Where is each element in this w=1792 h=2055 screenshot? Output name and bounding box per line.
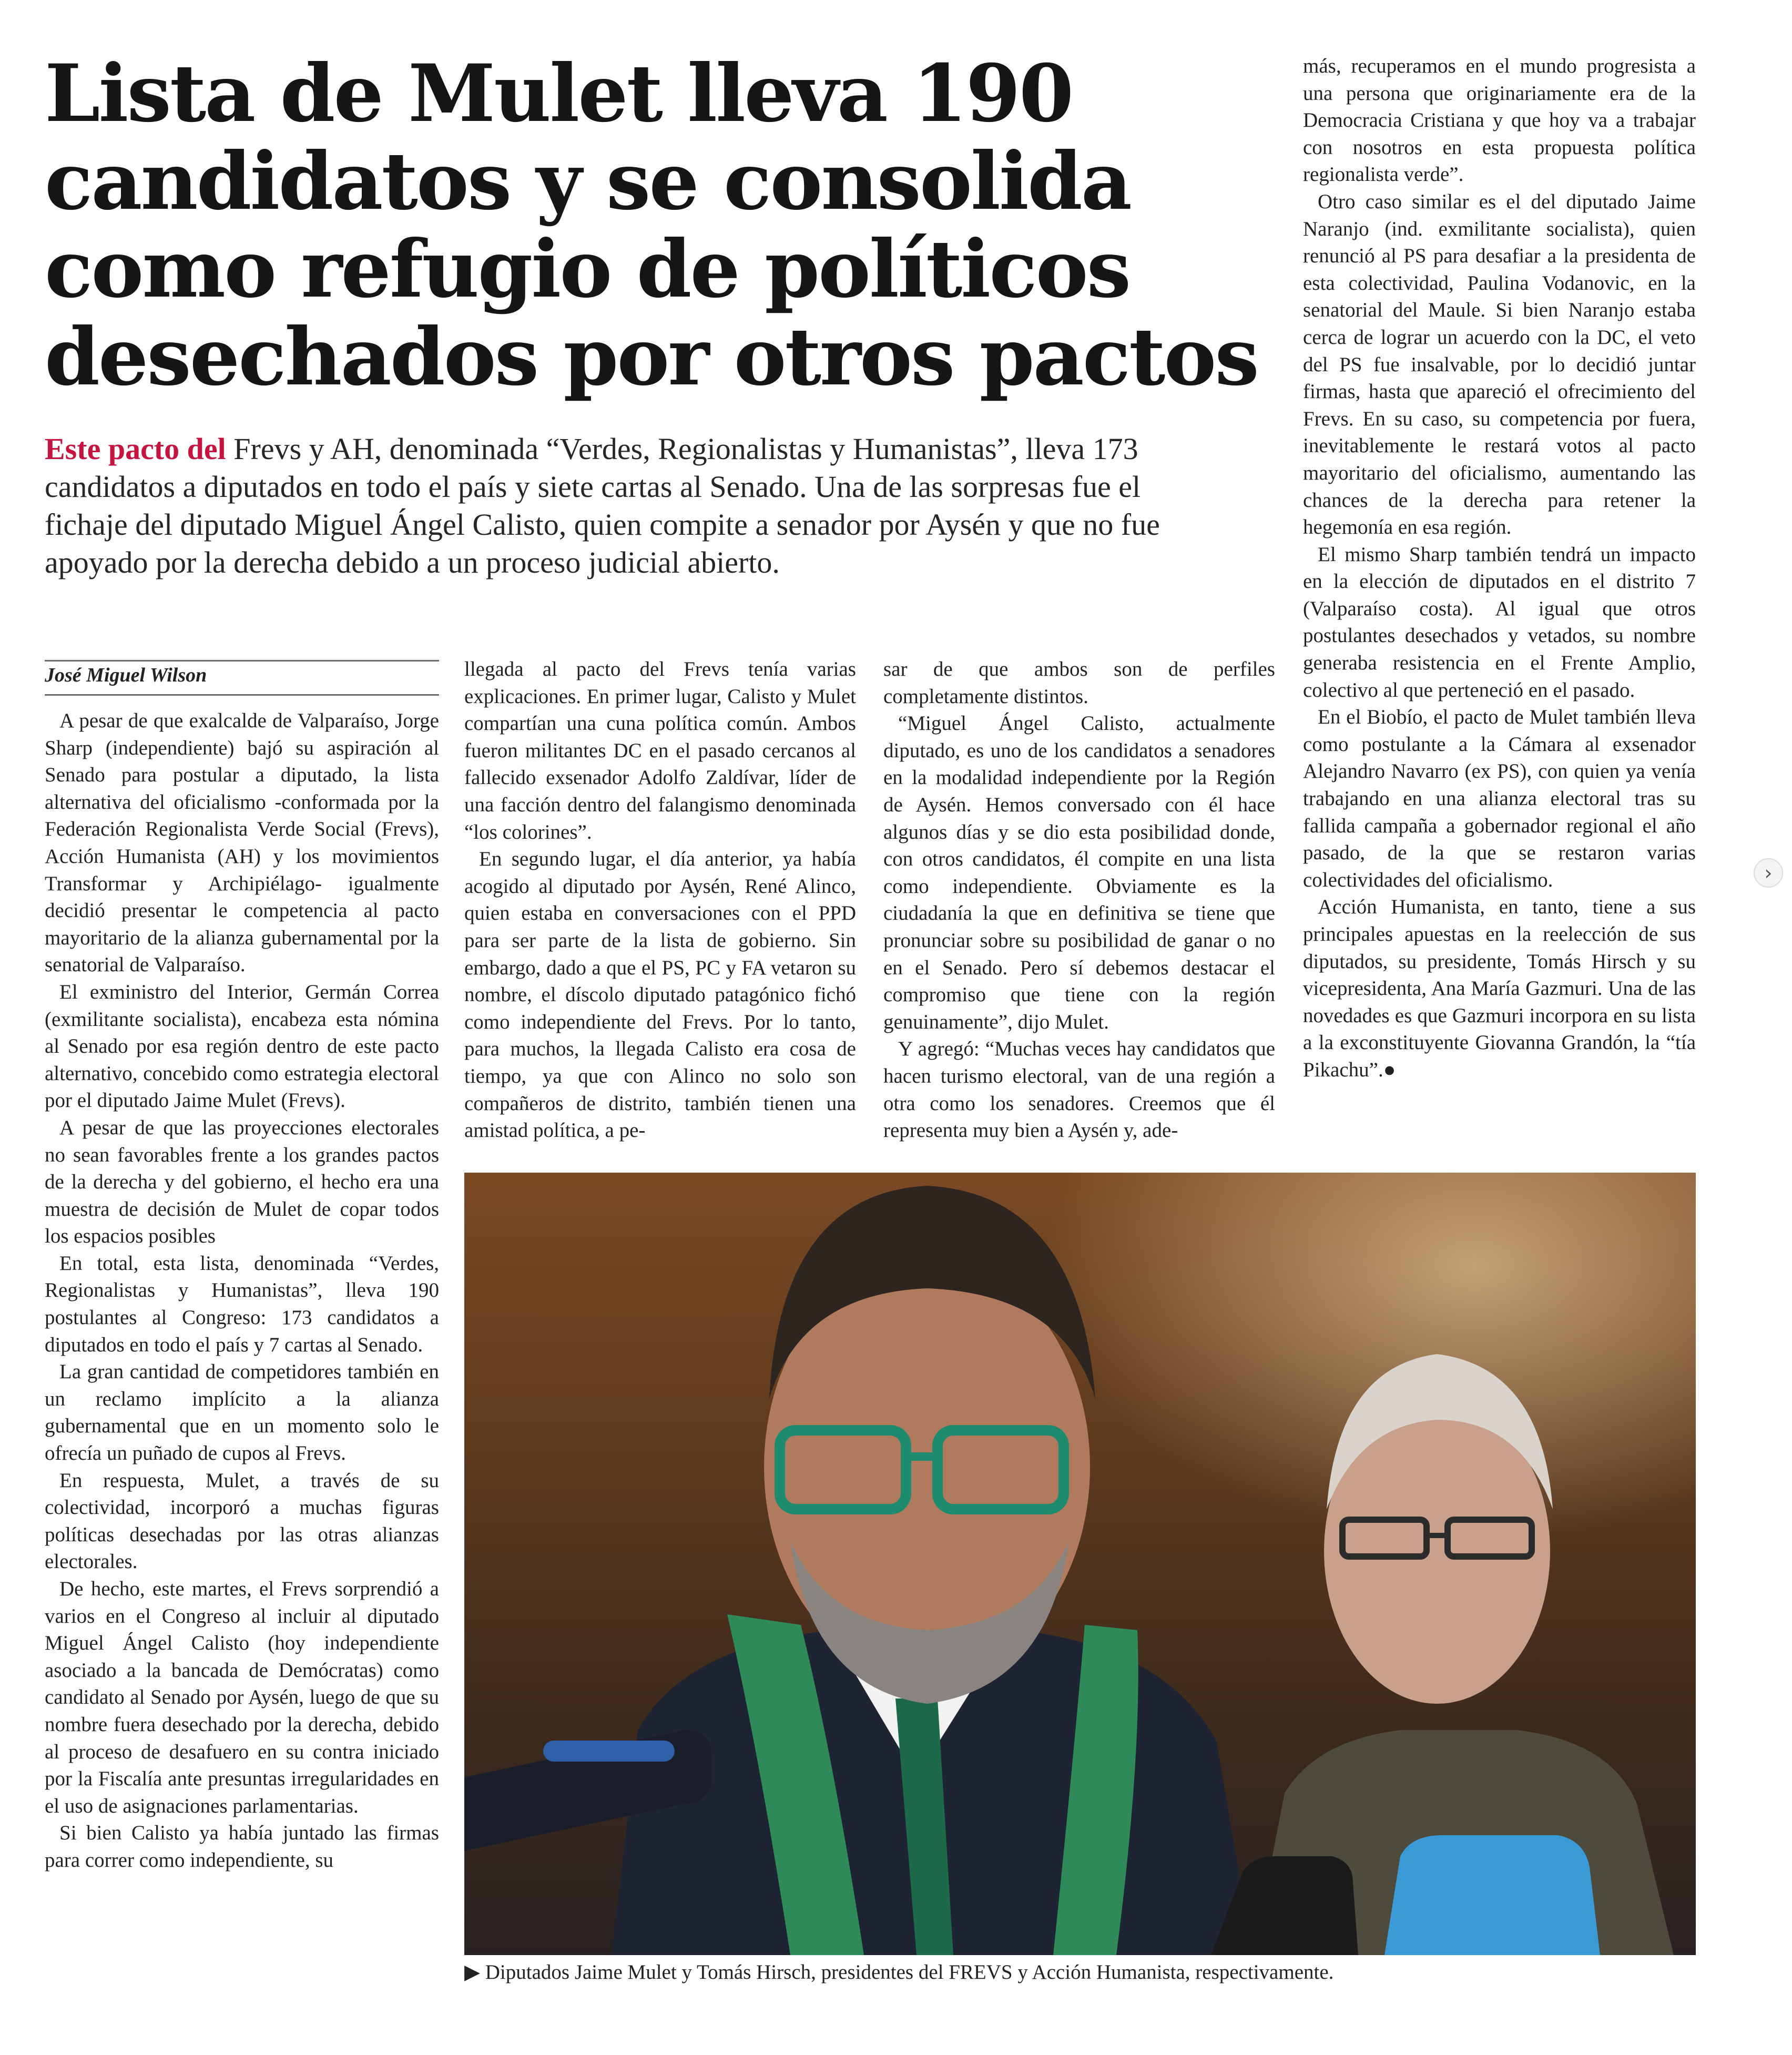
- article-photo: [464, 1173, 1696, 1955]
- byline-rule-top: [45, 660, 439, 662]
- column-3: [883, 656, 1275, 1144]
- headline-line: desechados por otros pactos: [45, 311, 1258, 403]
- body-paragraph: sar de que ambos son de perfiles completamente distintos.: [883, 658, 1275, 708]
- body-paragraph: La gran cantidad de competidores también en un reclamo implícito a la alianza gubernamental que en un momento solo le ofrecía un puñado de cupos al Frevs.: [45, 1360, 439, 1465]
- headline-line: Lista de Mulet lleva 190: [45, 47, 1073, 140]
- lead-paragraph: [45, 430, 1186, 582]
- headline-line: candidatos y se consolida: [45, 135, 1131, 228]
- column-4: [1303, 53, 1696, 1084]
- body-paragraph: En total, esta lista, denominada “Verdes, Regionalistas y Humanistas”, lleva 190 postulantes al Congreso: 173 candidatos a diputados en todo el país y 7 cartas al Senado.: [45, 1252, 439, 1356]
- photo-caption: [464, 1960, 1696, 1984]
- chevron-right-icon: ›: [1764, 861, 1773, 884]
- body-paragraph: En el Biobío, el pacto de Mulet también lleva como postulante a la Cámara al exsenador Alejandro Navarro (ex PS), con quien ya venía trabajando en una alianza electoral tras su fallida campaña a gobernador regional el año pasado, de la que se restaron varias colectividades del oficialismo.: [1303, 706, 1696, 891]
- caption-text: Diputados Jaime Mulet y Tomás Hirsch, presidentes del FREVS y Acción Humanista, respectivamente.: [485, 1961, 1334, 1983]
- body-paragraph: En segundo lugar, el día anterior, ya había acogido al diputado por Aysén, René Alinco, quien estaba en conversaciones con el PPD para ser parte de la lista de gobierno. Sin embargo, dado a que el PS, PC y FA vetaron su nombre, el díscolo diputado patagónico fichó como independiente del Frevs. Por lo tanto, para muchos, la llegada Calisto era cosa de tiempo, ya que con Alinco no solo son compañeros de distrito, también tienen una amistad política, a pe-: [464, 848, 856, 1142]
- body-paragraph: “Miguel Ángel Calisto, actualmente diputado, es uno de los candidatos a senadores en la modalidad independiente por la Región de Aysén. Hemos conversado con él hace algunos días y se dio esta posibilidad donde, con otros candidatos, él compite en una lista como independiente. Obviamente es la ciudadanía la que en definitiva se tiene que pronunciar sobre su posibilidad de ganar o no en el Senado. Pero sí debemos destacar el compromiso que tiene con la región genuinamente”, dijo Mulet.: [883, 712, 1275, 1033]
- body-paragraph: El exministro del Interior, Germán Correa (exmilitante socialista), encabeza esta nómina al Senado por esa región dentro de este pacto alternativo, concebido como estrategia electoral por el diputado Jaime Mulet (Frevs).: [45, 980, 439, 1112]
- body-paragraph: El mismo Sharp también tendrá un impacto en la elección de diputados en el distrito 7 (Valparaíso costa). Al igual que otros postulantes desechados y vetados, su nombre generaba resistencia en el Frente Amplio, colectivo al que perteneció en el pasado.: [1303, 543, 1696, 701]
- end-mark: ●: [1383, 1058, 1396, 1081]
- headline: [45, 47, 1258, 403]
- body-paragraph: [1303, 893, 1696, 1083]
- lead-kicker: Este pacto del: [45, 432, 226, 466]
- caption-marker: ▶: [464, 1961, 480, 1983]
- body-paragraph: Otro caso similar es el del diputado Jaime Naranjo (ind. exmilitante socialista), quien renunció al PS para desafiar a la presidenta de esta colectividad, Paulina Vodanovic, en la senatorial del Maule. Si bien Naranjo estaba cerca de lograr un acuerdo con la DC, el veto del PS fue insalvable, por lo decidió juntar firmas, hasta que apareció el ofrecimiento del Frevs. En su caso, su competencia por fuera, inevitablemente le restará votos al pacto mayoritario del oficialismo, aumentando las chances de la derecha para retener la hegemonía en esa región.: [1303, 190, 1696, 539]
- headline-line: como refugio de políticos: [45, 223, 1130, 316]
- body-paragraph: Y agregó: “Muchas veces hay candidatos que hacen turismo electoral, van de una región a otra como los senadores. Creemos que él representa muy bien a Aysén y, ade-: [883, 1037, 1275, 1142]
- column-2: [464, 656, 856, 1144]
- body-paragraph-text: Acción Humanista, en tanto, tiene a sus principales apuestas en la reelección de sus diputados, su presidente, Tomás Hirsch y su vicepresidenta, Ana María Gazmuri. Una de las novedades es que Gazmuri incorpora en su lista a la exconstituyente Giovanna Grandón, la “tía Pikachu”.: [1303, 896, 1696, 1081]
- body-paragraph: llegada al pacto del Frevs tenía varias explicaciones. En primer lugar, Calisto y Mulet compartían una cuna política común. Ambos fueron militantes DC en el pasado cercanos al fallecido exsenador Adolfo Zaldívar, líder de una facción dentro del falangismo denominada “los colorines”.: [464, 658, 856, 843]
- next-page-button[interactable]: [1754, 858, 1783, 888]
- column-1: [45, 707, 439, 1874]
- body-paragraph: A pesar de que las proyecciones electorales no sean favorables frente a los grandes pactos de la derecha y del gobierno, el hecho era una muestra de decisión de Mulet de copar todos los espacios posibles: [45, 1116, 439, 1248]
- body-paragraph: De hecho, este martes, el Frevs sorprendió a varios en el Congreso al incluir al diputado Miguel Ángel Calisto (hoy independiente asociado a la bancada de Demócratas) como candidato al Senado por Aysén, luego de que su nombre fuera desechado por la derecha, debido al proceso de desafuero en su contra iniciado por la Fiscalía ante presuntas irregularidades en el uso de asignaciones parlamentarias.: [45, 1578, 439, 1817]
- lead-text: Frevs y AH, denominada “Verdes, Regionalistas y Humanistas”, lleva 173 candidatos a diputados en todo el país y siete cartas al Senado. Una de las sorpresas fue el fichaje del diputado Miguel Ángel Calisto, quien compite a senador por Aysén y que no fue apoyado por la derecha debido a un proceso judicial abierto.: [45, 432, 1160, 579]
- body-paragraph: A pesar de que exalcalde de Valparaíso, Jorge Sharp (independiente) bajó su aspiración al Senado para postular a diputado, la lista alternativa del oficialismo -conformada por la Federación Regionalista Verde Social (Frevs), Acción Humanista (AH) y los movimientos Transformar y Archipiélago- igualmente decidió presentar le competencia al pacto mayoritario de la alianza gubernamental por la senatorial de Valparaíso.: [45, 709, 439, 976]
- byline: José Miguel Wilson: [45, 664, 207, 686]
- body-paragraph: más, recuperamos en el mundo progresista a una persona que originariamente era de la Democracia Cristiana y que hoy va a trabajar con nosotros en esta propuesta política regionalista verde”.: [1303, 55, 1696, 186]
- body-paragraph: Si bien Calisto ya había juntado las firmas para correr como independiente, su: [45, 1822, 439, 1871]
- photo-illustration: [464, 1173, 1696, 1955]
- body-paragraph: En respuesta, Mulet, a través de su colectividad, incorporó a muchas figuras políticas desechadas por las otras alianzas electorales.: [45, 1469, 439, 1573]
- byline-rule-bottom: [45, 694, 439, 696]
